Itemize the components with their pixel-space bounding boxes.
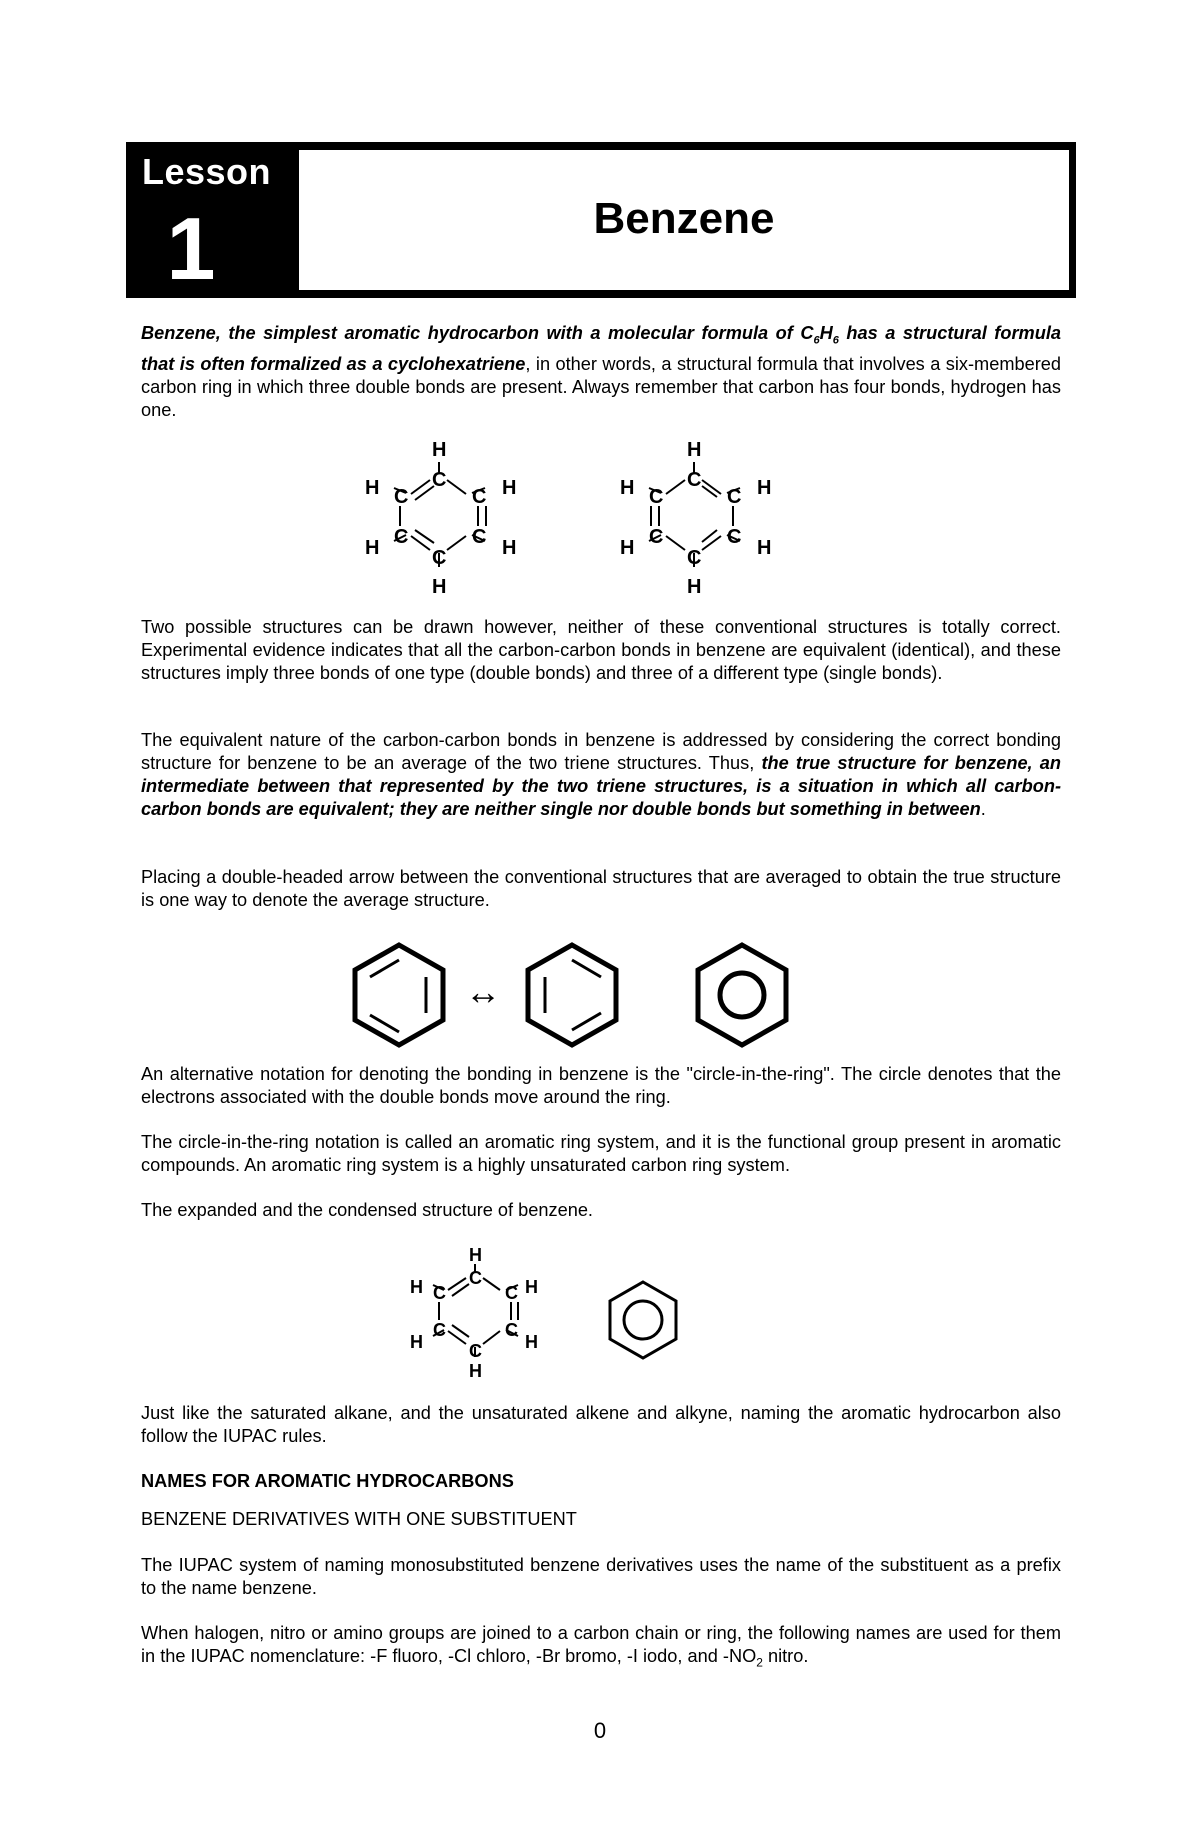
paragraph-iupac: Just like the saturated alkane, and the unsaturated alkene and alkyne, naming the aromatic hydrocarbon also follow the IUPAC rules.: [141, 1403, 1061, 1446]
atom-h: H: [525, 1332, 538, 1352]
atom-c: C: [649, 526, 664, 548]
lesson-label: Lesson: [142, 151, 272, 192]
condensed-structure: [610, 1282, 676, 1358]
atom-h: H: [757, 477, 772, 499]
paragraph-equivalent: The equivalent nature of the carbon-carbon bonds in benzene is addressed by considering the correct bonding structure for benzene to be an average of the two triene structures. Thus, the true structure for benzene, an intermediate between that represented by the two triene structures, is a situation in which all carbon-carbon bonds are equivalent; they are neither single nor double bonds but something in between.: [141, 730, 1061, 819]
atom-h: H: [410, 1277, 423, 1297]
resonance-arrow: ↔: [465, 971, 501, 1012]
atom-c: C: [469, 1268, 482, 1288]
atom-h: H: [410, 1332, 423, 1352]
atom-c: C: [433, 1320, 446, 1340]
atom-c: C: [432, 469, 447, 491]
atom-c: C: [505, 1320, 518, 1340]
atom-h: H: [620, 477, 635, 499]
atom-c: C: [432, 547, 447, 569]
atom-h: H: [365, 537, 380, 559]
heading-names: NAMES FOR AROMATIC HYDROCARBONS: [141, 1471, 514, 1491]
atom-h: H: [469, 1361, 482, 1381]
paragraph-aromatic: The circle-in-the-ring notation is called an aromatic ring system, and it is the functional group present in aromatic compounds. An aromatic ring system is a highly unsaturated carbon ring system.: [141, 1132, 1061, 1175]
lesson-number: 1: [166, 199, 216, 298]
atom-c: C: [433, 1283, 446, 1303]
paragraph-expanded: The expanded and the condensed structure of benzene.: [141, 1200, 593, 1220]
atom-h: H: [525, 1277, 538, 1297]
atom-c: C: [687, 469, 702, 491]
atom-c: C: [469, 1341, 482, 1361]
atom-c: C: [727, 486, 742, 508]
atom-h: H: [620, 537, 635, 559]
atom-c: C: [649, 486, 664, 508]
atom-c: C: [394, 486, 409, 508]
atom-c: C: [505, 1283, 518, 1303]
atom-h: H: [365, 477, 380, 499]
paragraph-mono: The IUPAC system of naming monosubstituted benzene derivatives uses the name of the substituent as a prefix to the name benzene.: [141, 1555, 1061, 1598]
atom-h: H: [432, 439, 447, 461]
atom-h: H: [502, 537, 517, 559]
paragraph-arrow: Placing a double-headed arrow between the conventional structures that are averaged to obtain the true structure is one way to denote the average structure.: [141, 867, 1061, 910]
atom-h: H: [502, 477, 517, 499]
paragraph-two-structures: Two possible structures can be drawn however, neither of these conventional structures is totally correct. Experimental evidence indicates that all the carbon-carbon bonds in benzene are equivalent (identical), and these structures imply three bonds of one type (double bonds) and three of a different type (single bonds).: [141, 617, 1061, 683]
atom-c: C: [727, 526, 742, 548]
atom-c: C: [687, 547, 702, 569]
intro-paragraph: Benzene, the simplest aromatic hydrocarbon with a molecular formula of $C_6H_6$ has a structural formula that is often formalized as a cyclohexatriene, in other words, a structural formula that involves a six-membered carbon ring in which three double bonds are present. Always remember that carbon has four bonds, hydrogen has one.: [141, 323, 1061, 420]
page-title: Benzene: [593, 194, 775, 243]
page-number: 0: [593, 1718, 607, 1743]
atom-c: C: [472, 486, 487, 508]
atom-h: H: [469, 1245, 482, 1265]
atom-c: C: [394, 526, 409, 548]
atom-h: H: [687, 576, 702, 598]
atom-h: H: [757, 537, 772, 559]
subheading-one-substituent: BENZENE DERIVATIVES WITH ONE SUBSTITUENT: [141, 1509, 577, 1529]
atom-h: H: [687, 439, 702, 461]
paragraph-circle: An alternative notation for denoting the bonding in benzene is the "circle-in-the-ring". The circle denotes that the electrons associated with the double bonds move around the ring.: [141, 1064, 1061, 1107]
atom-c: C: [472, 526, 487, 548]
paragraph-halogen: When halogen, nitro or amino groups are joined to a carbon chain or ring, the following names are used for them in the IUPAC nomenclature: -F fluoro, -Cl chloro, -Br bromo, -I iodo, and $-NO_2$ nitro.: [141, 1623, 1061, 1670]
atom-h: H: [432, 576, 447, 598]
